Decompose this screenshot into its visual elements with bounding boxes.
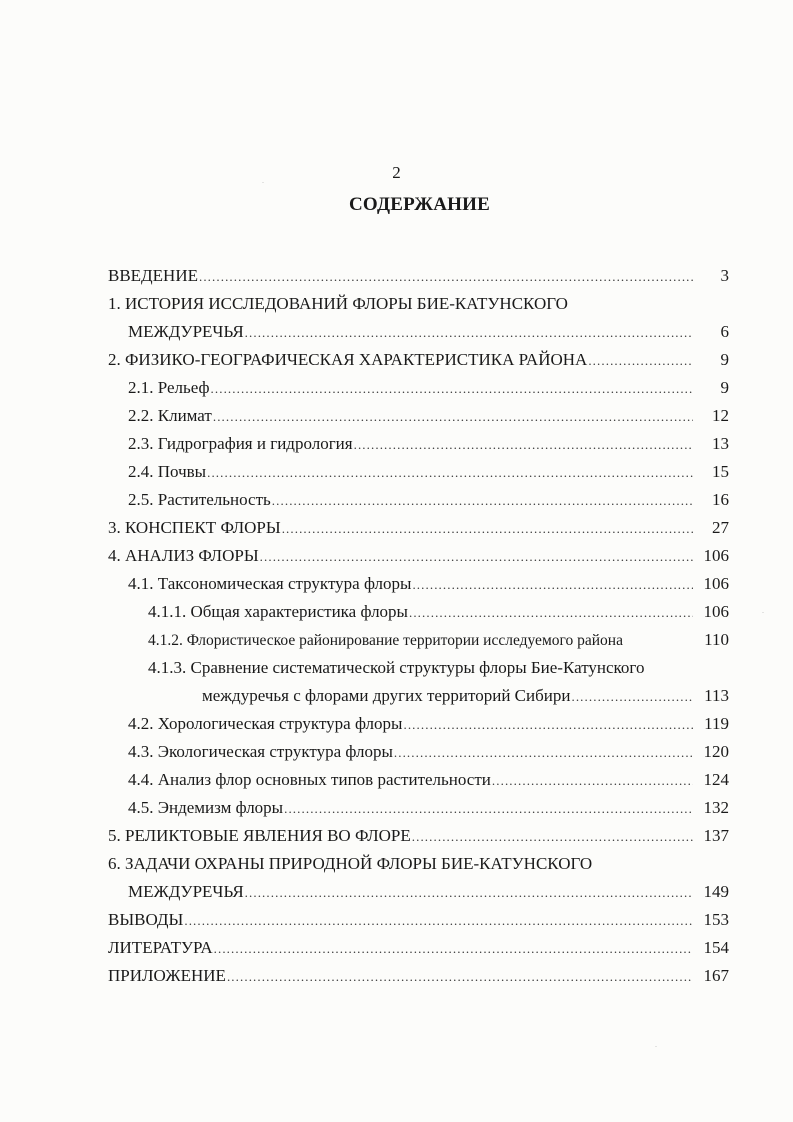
toc-entry-title: 2. ФИЗИКО-ГЕОГРАФИЧЕСКАЯ ХАРАКТЕРИСТИКА РАЙОНА — [108, 350, 588, 369]
toc-entry-title: 4.1. Таксономическая структура флоры — [128, 574, 412, 593]
toc-leader-dots — [260, 543, 693, 571]
toc-entry-page: 12 — [712, 406, 729, 425]
toc-entry-page: 110 — [704, 630, 729, 649]
toc-entry — [0, 430, 793, 458]
scan-speck: . — [655, 1040, 657, 1049]
toc-entry-title: 2.4. Почвы — [128, 462, 207, 481]
toc-entry-title: 2.5. Растительность — [128, 490, 271, 509]
toc-entry-page: 124 — [703, 770, 729, 789]
toc-entry-title: 2.3. Гидрография и гидрология — [128, 434, 353, 453]
toc-entry-title: 4.3. Экологическая структура флоры — [128, 742, 393, 761]
toc-entry-title: междуречья с флорами других территорий Сибири — [202, 686, 571, 705]
toc-entry — [0, 934, 793, 962]
toc-entry-title: 6. ЗАДАЧИ ОХРАНЫ ПРИРОДНОЙ ФЛОРЫ БИЕ-КАТУНСКОГО — [108, 854, 593, 873]
toc-leader-dots — [588, 347, 693, 375]
toc-entry-page: 106 — [703, 546, 729, 565]
toc-entry — [0, 962, 793, 990]
toc-entry — [0, 710, 793, 738]
toc-entry — [0, 290, 793, 318]
toc-entry-title: ЛИТЕРАТУРА — [108, 938, 213, 957]
toc-entry-page: 13 — [712, 434, 729, 453]
toc-entry-page: 137 — [703, 826, 729, 845]
toc-entry-title: МЕЖДУРЕЧЬЯ — [128, 322, 244, 341]
toc-entry-page: 9 — [720, 378, 729, 397]
toc-entry — [0, 626, 793, 654]
toc-leader-dots — [394, 739, 693, 767]
toc-leader-dots — [492, 767, 693, 795]
toc-entry-title: 4.5. Эндемизм флоры — [128, 798, 284, 817]
toc-entry — [0, 374, 793, 402]
toc-entry — [0, 878, 793, 906]
toc-entry — [0, 598, 793, 626]
toc-entry-title: 3. КОНСПЕКТ ФЛОРЫ — [108, 518, 281, 537]
toc-leader-dots — [214, 935, 693, 963]
toc-leader-dots — [245, 879, 693, 907]
toc-entry-title: МЕЖДУРЕЧЬЯ — [128, 882, 244, 901]
toc-entry — [0, 486, 793, 514]
toc-entry-page: 106 — [703, 602, 729, 621]
toc-entry — [0, 850, 793, 878]
toc-entry-title: 4. АНАЛИЗ ФЛОРЫ — [108, 546, 259, 565]
toc-entry-page: 16 — [712, 490, 729, 509]
toc-leader-dots — [184, 907, 693, 935]
toc-leader-dots — [272, 487, 693, 515]
toc-leader-dots — [211, 375, 693, 403]
toc-entry-page: 167 — [703, 966, 729, 985]
toc-entry-title: 4.2. Хорологическая структура флоры — [128, 714, 403, 733]
toc-leader-dots — [199, 263, 693, 291]
scan-speck: . — [762, 606, 764, 615]
toc-leader-dots — [284, 795, 693, 823]
toc-entry-title: 1. ИСТОРИЯ ИССЛЕДОВАНИЙ ФЛОРЫ БИЕ-КАТУНСКОГО — [108, 294, 568, 313]
toc-entry-title: ПРИЛОЖЕНИЕ — [108, 966, 226, 985]
toc-entry-page: 3 — [720, 266, 729, 285]
toc-entry — [0, 542, 793, 570]
toc-entry-title: 4.1.1. Общая характеристика флоры — [148, 602, 408, 621]
toc-leader-dots — [409, 599, 693, 627]
toc-entry — [0, 402, 793, 430]
toc-entry-title: ВЫВОДЫ — [108, 910, 184, 929]
toc-entry-page: 6 — [720, 322, 729, 341]
toc-leader-dots — [412, 571, 693, 599]
toc-entry-page: 15 — [712, 462, 729, 481]
toc-entry — [0, 766, 793, 794]
toc-entry — [0, 654, 793, 682]
toc-entry — [0, 514, 793, 542]
toc-leader-dots — [571, 683, 693, 711]
toc-leader-dots — [207, 459, 693, 487]
toc-entry — [0, 570, 793, 598]
toc-leader-dots — [403, 711, 693, 739]
toc-entry-title: 5. РЕЛИКТОВЫЕ ЯВЛЕНИЯ ВО ФЛОРЕ — [108, 826, 411, 845]
toc-entry-page: 132 — [703, 798, 729, 817]
scan-speck: . — [262, 176, 264, 185]
toc-leader-dots — [282, 515, 693, 543]
toc-entry-page: 154 — [703, 938, 729, 957]
toc-entry-title: 2.2. Климат — [128, 406, 212, 425]
toc-leader-dots — [354, 431, 693, 459]
toc-entry — [0, 346, 793, 374]
toc-title: СОДЕРЖАНИЕ — [349, 194, 490, 215]
toc-entry-page: 27 — [712, 518, 729, 537]
toc-entry-page: 106 — [703, 574, 729, 593]
toc-leader-dots — [412, 823, 693, 851]
toc-entry — [0, 458, 793, 486]
page-number: 2 — [392, 163, 401, 182]
toc-entry — [0, 794, 793, 822]
toc-entry — [0, 682, 793, 710]
toc-entry-title: 4.4. Анализ флор основных типов растительности — [128, 770, 491, 789]
toc-leader-dots — [245, 319, 693, 347]
toc-entry — [0, 738, 793, 766]
toc-entry-page: 9 — [720, 350, 729, 369]
toc-entry-title: 2.1. Рельеф — [128, 378, 210, 397]
toc-entry — [0, 318, 793, 346]
toc-leader-dots — [227, 963, 693, 991]
table-of-contents — [0, 262, 793, 990]
toc-entry — [0, 822, 793, 850]
toc-leader-dots — [213, 403, 693, 431]
toc-entry-title: 4.1.3. Сравнение систематической структуры флоры Бие-Катунского — [148, 658, 645, 677]
toc-entry — [0, 906, 793, 934]
toc-entry-page: 149 — [703, 882, 729, 901]
toc-entry-page: 153 — [703, 910, 729, 929]
toc-entry-title: ВВЕДЕНИЕ — [108, 266, 198, 285]
toc-entry — [0, 262, 793, 290]
toc-entry-title: 4.1.2. Флористическое районирование территории исследуемого района — [148, 632, 623, 649]
toc-entry-page: 113 — [704, 686, 729, 705]
toc-entry-page: 120 — [703, 742, 729, 761]
toc-entry-page: 119 — [704, 714, 729, 733]
